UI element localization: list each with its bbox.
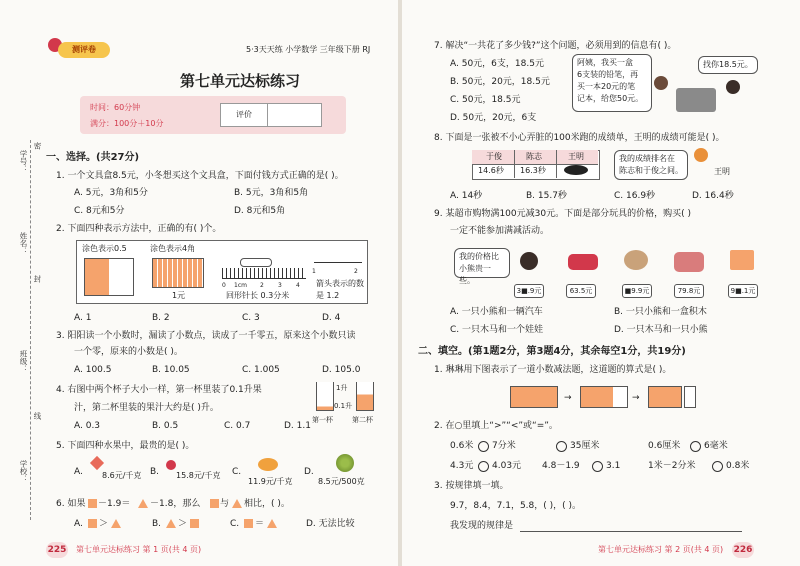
square-symbol-icon-5 (244, 519, 253, 528)
rule-answer-line[interactable] (520, 531, 742, 532)
q3-stem: 3. 阳阳读一个小数时，漏读了小数点，读成了一千零五，原来这个小数只读 (56, 331, 356, 341)
q9-option-b[interactable]: B. 一只小熊和一盒积木 (614, 307, 707, 317)
q2-panel3-caption: 回形针长 0.3分米 (226, 291, 290, 300)
q4-stem: 4. 右图中两个杯子大小一样，第一杯里装了0.1升果 (56, 385, 262, 395)
q6-option-c-sign: ＝ (255, 519, 265, 529)
q5-option-a[interactable]: A. (74, 467, 83, 477)
q2-panel4-caption-2: 是 1.2 (316, 291, 340, 300)
q6-stem-a: －1.9＝ (98, 499, 131, 509)
compare-circle-6[interactable] (712, 461, 723, 472)
teddy-bear-icon (624, 250, 648, 270)
q7-buyer-line2: 6支装的铅笔，再 (577, 70, 639, 79)
ink-blot-icon (564, 165, 588, 175)
cashier-avatar-icon (726, 80, 740, 94)
grade-box (220, 103, 322, 127)
decimal-strip-1 (510, 386, 558, 408)
page-title: 第七单元达标练习 (179, 72, 300, 90)
orange-icon (258, 458, 278, 471)
q2-yuan-label: 1元 (172, 291, 186, 300)
cup-tenth-label: 0.1升 (334, 402, 353, 410)
q2-option-b[interactable]: B. 2 (152, 313, 170, 323)
seal-mark: 密 (33, 142, 42, 150)
cup-two-label: 第二杯 (352, 416, 373, 424)
q5-price-d: 8.5元/500克 (318, 477, 365, 486)
q7-option-c[interactable]: C. 50元，18.5元 (450, 95, 521, 105)
numline-two: 2 (354, 268, 358, 275)
toy-car-icon (568, 254, 598, 270)
q9-stem-2: 一定不能参加满减活动。 (450, 226, 550, 236)
class-label: 班级： (19, 350, 28, 373)
f2-row1-d: 0.6厘米 (648, 441, 681, 451)
q8-who: 王明 (714, 167, 730, 176)
q6-option-a-sign: ＞ (99, 519, 109, 529)
q7-buyer-line1: 阿姨，我买一盒 (577, 58, 633, 67)
grade-label: 评价 (221, 104, 268, 126)
q8-option-b[interactable]: B. 15.7秒 (526, 191, 567, 201)
paperclip-icon (240, 258, 272, 267)
q5-price-a: 8.6元/千克 (102, 471, 142, 480)
seal-mark-3: 线 (33, 412, 42, 420)
q7-stem: 7. 解决“一共花了多少钱?”这个问题，必须用到的信息有( )。 (434, 41, 677, 51)
q6-option-b[interactable]: B. (152, 519, 162, 529)
decimal-strip-4 (684, 386, 696, 408)
q2-stem: 2. 下面四种表示方法中，正确的有( )个。 (56, 224, 222, 234)
q5-option-d[interactable]: D. (304, 467, 314, 477)
f2-row1-c: 35厘米 (570, 441, 600, 451)
q7-buyer-line4: 记本，给您50元。 (577, 94, 644, 103)
q4-option-d[interactable]: D. 1.1 (284, 421, 311, 431)
grapes-icon (336, 454, 354, 472)
q3-option-b[interactable]: B. 10.05 (152, 365, 190, 375)
f2-row2-a: 4.3元 (450, 461, 474, 471)
score-header-1: 于俊 (486, 152, 502, 161)
q4-option-b[interactable]: B. 0.5 (152, 421, 179, 431)
rocking-horse-icon (674, 252, 704, 272)
q6-option-b-sign: ＞ (178, 519, 188, 529)
series-header: 5·3天天练 小学数学 三年级下册 RJ (246, 45, 371, 54)
page-number-right: 226 (732, 542, 754, 558)
q5-option-c[interactable]: C. (232, 467, 242, 477)
q4-stem-2: 汁，第二杯里装的果汁大约是( )升。 (74, 403, 219, 413)
ruler-zero: 0 (222, 282, 226, 289)
q6-stem-c: 与 (220, 499, 230, 509)
q8-option-d[interactable]: D. 16.4秒 (692, 191, 734, 201)
compare-circle-3[interactable] (690, 441, 701, 452)
q5-price-c: 11.9元/千克 (248, 477, 293, 486)
compare-circle-2[interactable] (556, 441, 567, 452)
price-blocks: 9■.1元 (728, 284, 758, 298)
score-header-3: 王明 (568, 152, 584, 161)
q8-bubble-line1: 我的成绩排名在 (619, 154, 675, 163)
cup-one-icon (316, 382, 334, 411)
square-symbol-icon-3 (88, 519, 97, 528)
q3-option-c[interactable]: C. 1.005 (242, 365, 280, 375)
square-symbol-icon-4 (190, 519, 199, 528)
q1-stem: 1. 一个文具盒8.5元，小冬想买这个文具盒，下面付钱方式正确的是( )。 (56, 171, 344, 181)
seal-mark-2: 封 (33, 275, 42, 283)
shaded-square-figure (84, 258, 134, 296)
square-symbol-icon-2 (210, 499, 219, 508)
score-header-2: 陈志 (526, 152, 542, 161)
cup-liter-label: 1升 (336, 384, 348, 392)
decimal-strip-3 (648, 386, 682, 408)
f2-row2-c: 4.8－1.9 (542, 461, 580, 471)
q8-option-a[interactable]: A. 14秒 (450, 191, 483, 201)
q2-option-c[interactable]: C. 3 (242, 313, 260, 323)
f2-row1-a: 0.6米 (450, 441, 474, 451)
left-page (0, 0, 398, 566)
yuan-strip-figure (152, 258, 204, 288)
q9-option-a[interactable]: A. 一只小熊和一辆汽车 (450, 307, 543, 317)
q9-option-c[interactable]: C. 一只木马和一个娃娃 (450, 325, 544, 335)
q8-wangming-bubble (614, 150, 688, 180)
number-line-figure (314, 262, 362, 263)
f2-row1-b: 7分米 (492, 441, 516, 451)
price-car: 63.5元 (566, 284, 596, 298)
price-bear: ■9.9元 (622, 284, 652, 298)
q7-buyer-line3: 买一本20元的笔 (577, 82, 636, 91)
footer-text-left: 第七单元达标练习 第 1 页(共 4 页) (76, 545, 202, 554)
ruler-three: 3 (278, 282, 282, 289)
id-label: 学号： (19, 150, 28, 173)
triangle-symbol-icon-5 (267, 519, 277, 528)
footer-text-right: 第七单元达标练习 第 2 页(共 4 页) (598, 545, 724, 554)
triangle-symbol-icon-3 (111, 519, 121, 528)
cup-one-label: 第一杯 (312, 416, 333, 424)
section-2-title: 二、填空。(第1题2分，第3题4分，其余每空1分，共19分) (418, 346, 686, 357)
wangming-avatar-icon (694, 148, 708, 162)
q3-stem-2: 一个零，原来的小数是( )。 (74, 347, 183, 357)
triangle-symbol-icon (138, 499, 148, 508)
q9-bubble-line2: 小熊贵一些。 (459, 264, 491, 285)
price-horse: 79.8元 (674, 284, 704, 298)
q4-option-c[interactable]: C. 0.7 (224, 421, 251, 431)
q6-stem: 6. 如果 (56, 499, 86, 509)
triangle-symbol-icon-4 (166, 519, 176, 528)
q2-option-d[interactable]: D. 4 (322, 313, 341, 323)
score-value-1: 14.6秒 (478, 166, 504, 175)
ruler-two: 2 (260, 282, 264, 289)
q2-option-a[interactable]: A. 1 (74, 313, 92, 323)
cup-two-icon (356, 382, 374, 411)
triangle-symbol-icon-2 (232, 499, 242, 508)
numline-one: 1 (312, 268, 316, 275)
f2-stem: 2. 在○里填上“>”“<”或“=”。 (434, 421, 558, 431)
ruler-four: 4 (296, 282, 300, 289)
f3-sequence[interactable]: 9.7，8.4，7.1，5.8，( )，( )。 (450, 501, 582, 511)
q7-option-b[interactable]: B. 50元，20元，18.5元 (450, 77, 550, 87)
q1-option-d[interactable]: D. 8元和5角 (234, 206, 286, 216)
score-value-2: 16.3秒 (520, 166, 546, 175)
right-footer (402, 542, 800, 558)
q5-price-b: 15.8元/千克 (176, 471, 221, 480)
doll-icon (520, 252, 538, 270)
f2-row2-d: 3.1 (606, 461, 621, 471)
q7-option-d[interactable]: D. 50元，20元，6支 (450, 113, 537, 123)
table-divider-2 (556, 150, 557, 178)
arrow-icon: → (564, 393, 572, 403)
cherry-icon (166, 460, 176, 470)
q8-bubble-line2: 陈志和于俊之间。 (619, 166, 683, 175)
compare-circle-5[interactable] (592, 461, 603, 472)
q2-panel1-caption: 涂色表示0.5 (82, 244, 127, 253)
q7-option-a[interactable]: A. 50元，6支，18.5元 (450, 59, 544, 69)
q6-stem-d: 相比，( )。 (244, 499, 290, 509)
f2-row2-f: 0.8米 (726, 461, 750, 471)
decimal-strip-2 (580, 386, 628, 408)
q9-doll-bubble (454, 248, 510, 285)
q6-stem-b: －1.8，那么 (150, 499, 201, 509)
q1-option-c[interactable]: C. 8元和5分 (74, 206, 125, 216)
compare-circle[interactable] (478, 441, 489, 452)
q9-stem: 9. 某超市购物满100元减30元。下面是部分玩具的价格，购买( ) (434, 209, 691, 219)
q7-buyer-bubble (572, 54, 652, 112)
page-number-left: 225 (46, 542, 68, 558)
school-label: 学校： (19, 460, 28, 483)
square-symbol-icon (88, 499, 97, 508)
f2-row1-e: 6毫米 (704, 441, 728, 451)
q8-stem: 8. 下面是一张被不小心弄脏的100米跑的成绩单，王明的成绩可能是( )。 (434, 133, 725, 143)
q4-option-a[interactable]: A. 0.3 (74, 421, 101, 431)
left-footer (0, 542, 398, 558)
f2-row2-e: 1米－2分米 (648, 461, 696, 471)
q1-option-b[interactable]: B. 5元，3角和5角 (234, 188, 309, 198)
q3-option-d[interactable]: D. 105.0 (322, 365, 361, 375)
arrow-icon-2: → (632, 393, 640, 403)
test-badge: 测评卷 (58, 42, 110, 58)
q2-panel2-caption: 涂色表示4角 (150, 244, 196, 253)
table-divider (514, 150, 515, 178)
building-blocks-icon (730, 250, 754, 270)
q6-option-c[interactable]: C. (230, 519, 240, 529)
right-page (402, 0, 800, 566)
ruler-one: 1cm (234, 282, 247, 289)
seal-line (30, 140, 31, 520)
f2-row2-b: 4.03元 (492, 461, 522, 471)
q9-option-d[interactable]: D. 一只木马和一只小熊 (614, 325, 708, 335)
child-avatar-icon (654, 76, 668, 90)
price-doll: 3■.9元 (514, 284, 544, 298)
q7-seller-bubble (698, 56, 758, 74)
q5-option-b[interactable]: B. (150, 467, 160, 477)
f1-stem: 1. 琳琳用下图表示了一道小数减法题，这道题的算式是( )。 (434, 365, 672, 375)
score-info: 满分：100分＋10分 (90, 119, 164, 128)
q6-option-d[interactable]: D. 无法比较 (306, 519, 355, 529)
q2-panel4-caption: 箭头表示的数 (316, 279, 364, 288)
f3-rule-label: 我发现的规律是 (450, 521, 514, 531)
q9-bubble-line1: 我的价格比 (459, 252, 499, 261)
q3-option-a[interactable]: A. 100.5 (74, 365, 112, 375)
q7-seller-line: 找你18.5元。 (703, 60, 753, 69)
section-1-title: 一、选择。(共27分) (46, 152, 140, 163)
time-info: 时间：60分钟 (90, 103, 141, 112)
q1-option-a[interactable]: A. 5元，3角和5分 (74, 188, 148, 198)
dragonfruit-icon (90, 456, 104, 470)
q8-option-c[interactable]: C. 16.9秒 (614, 191, 656, 201)
ruler-figure (222, 268, 306, 279)
q6-option-a[interactable]: A. (74, 519, 83, 529)
f3-stem: 3. 按规律填一填。 (434, 481, 509, 491)
name-label: 姓名： (19, 232, 28, 255)
cash-register-icon (676, 88, 716, 112)
compare-circle-4[interactable] (478, 461, 489, 472)
q5-stem: 5. 下面四种水果中，最贵的是( )。 (56, 441, 195, 451)
